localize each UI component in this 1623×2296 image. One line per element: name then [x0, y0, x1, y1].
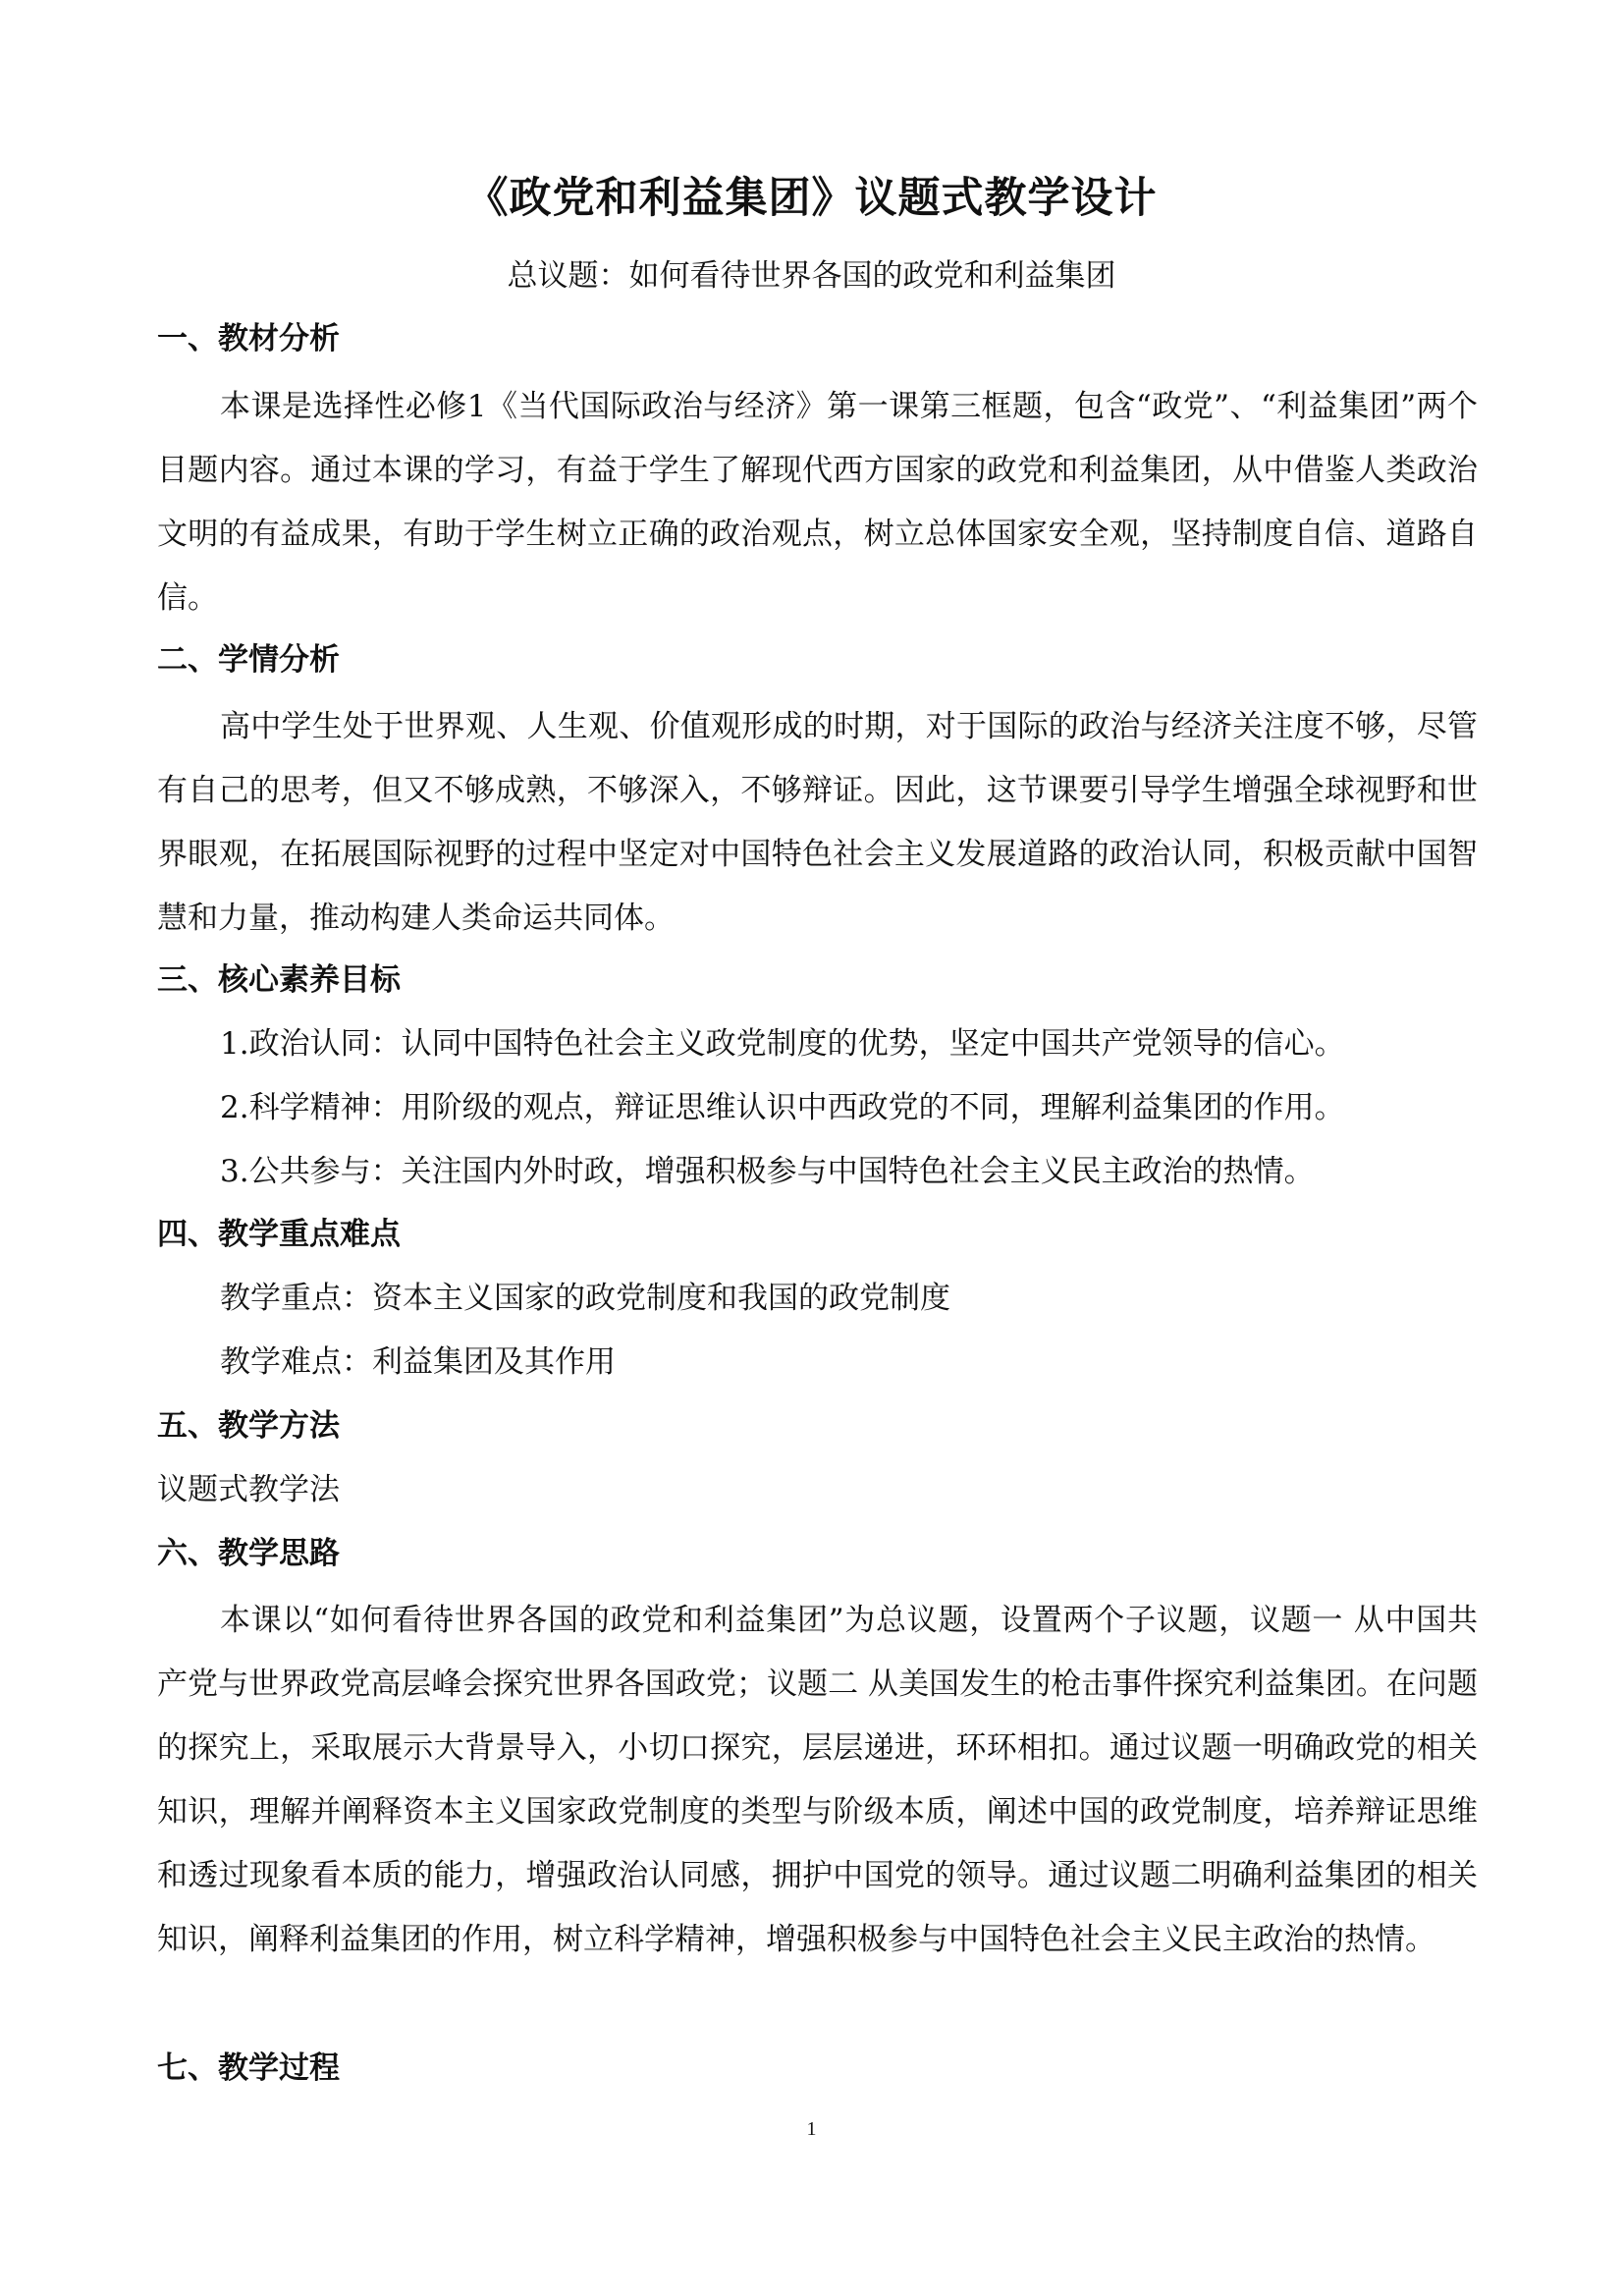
section-heading-teaching-process: 七、教学过程	[157, 2050, 340, 2086]
section-heading-core-objectives: 三、核心素养目标	[157, 962, 401, 998]
section-heading-student-analysis: 二、学情分析	[157, 642, 340, 678]
document-title: 《政党和利益集团》议题式教学设计	[465, 174, 1158, 223]
section-paragraph-student-analysis: 高中学生处于世界观、人生观、价值观形成的时期，对于国际的政治与经济关注度不够，尽管有自己的思考，但又不够成熟，不够深入，不够辩证。因此，这节课要引导学生增强全球视野和世界眼观，在拓展国际视野的过程中坚定对中国特色社会主义发展道路的政治认同，积极贡献中国智慧和力量，推动构建人类命运共同体。	[157, 709, 1478, 936]
section-paragraph-textbook-analysis: 本课是选择性必修1《当代国际政治与经济》第一课第三框题，包含“政党”、“利益集团”两个目题内容。通过本课的学习，有益于学生了解现代西方国家的政党和利益集团，从中借鉴人类政治文明的有益成果，有助于学生树立正确的政治观点，树立总体国家安全观，坚持制度自信、道路自信。	[157, 389, 1478, 616]
objective-item: 2.科学精神：用阶级的观点，辩证思维认识中西政党的不同，理解利益集团的作用。	[220, 1090, 1345, 1125]
section-heading-textbook-analysis: 一、教材分析	[157, 321, 340, 356]
key-point-item: 教学难点：利益集团及其作用	[220, 1344, 616, 1380]
section-paragraph-teaching-approach: 本课以“如何看待世界各国的政党和利益集团”为总议题，设置两个子议题，议题一 从中国共产党与世界政党高层峰会探究世界各国政党；议题二 从美国发生的枪击事件探究利益集团。在问题的探究上，采取展示大背景导入，小切口探究，层层递进，环环相扣。通过议题一明确政党的相关知识，理解并阐释资本主义国家政党制度的类型与阶级本质，阐述中国的政党制度，培养辩证思维和透过现象看本质的能力，增强政治认同感，拥护中国党的领导。通过议题二明确利益集团的相关知识，阐释利益集团的作用，树立科学精神，增强积极参与中国特色社会主义民主政治的热情。	[157, 1603, 1478, 1957]
key-point-item: 教学重点：资本主义国家的政党制度和我国的政党制度	[220, 1281, 950, 1316]
section-heading-key-points: 四、教学重点难点	[157, 1217, 401, 1252]
section-heading-teaching-method: 五、教学方法	[157, 1408, 340, 1444]
objective-item: 3.公共参与：关注国内外时政，增强积极参与中国特色社会主义民主政治的热情。	[220, 1154, 1315, 1189]
objective-item: 1.政治认同：认同中国特色社会主义政党制度的优势，坚定中国共产党领导的信心。	[220, 1026, 1345, 1062]
page-number: 1	[806, 2118, 817, 2140]
teaching-method-text: 议题式教学法	[157, 1472, 340, 1507]
document-subtitle: 总议题：如何看待世界各国的政党和利益集团	[507, 258, 1116, 294]
section-heading-teaching-approach: 六、教学思路	[157, 1536, 340, 1571]
